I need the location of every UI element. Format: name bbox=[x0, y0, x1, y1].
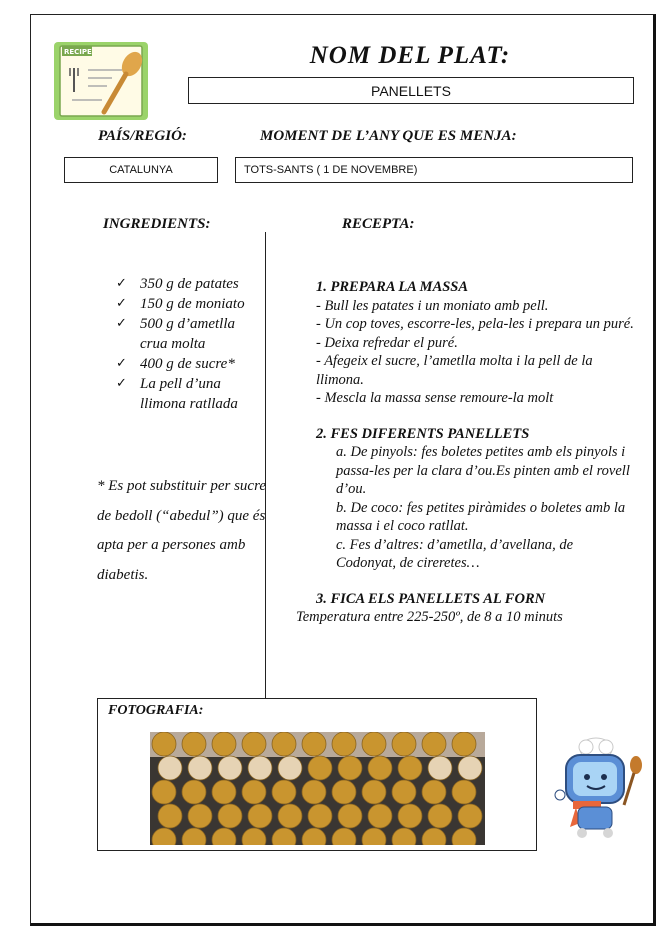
step-line: - Deixa refredar el puré. bbox=[316, 334, 458, 351]
panellet bbox=[368, 804, 392, 828]
ingredient-item: ✓ La pell d’una llimona ratllada bbox=[116, 374, 266, 414]
panellet bbox=[278, 804, 302, 828]
panellet bbox=[452, 780, 476, 804]
logo-text: RECIPE bbox=[64, 48, 92, 56]
step-line: c. Fes d’altres: d’ametlla, d’avellana, de Codonyat, de cireretes… bbox=[336, 536, 574, 571]
panellet bbox=[428, 804, 452, 828]
panellet bbox=[422, 780, 446, 804]
step-line: - Mescla la massa sense remoure-la molt bbox=[316, 390, 554, 406]
panellet bbox=[242, 780, 266, 804]
step-line: - Bull les patates i un moniato amb pell. bbox=[316, 297, 549, 314]
panellets-photo bbox=[150, 732, 485, 845]
panellet bbox=[308, 756, 332, 780]
step-title: 2. FES DIFERENTS PANELLETS bbox=[316, 425, 530, 442]
panellet bbox=[218, 756, 242, 780]
panellet bbox=[302, 780, 326, 804]
panellet bbox=[272, 732, 296, 756]
ingredient-item: ✓ 150 g de moniato bbox=[116, 294, 266, 314]
panellet bbox=[152, 780, 176, 804]
ingredients-label: INGREDIENTS: bbox=[103, 216, 211, 232]
panellet bbox=[398, 804, 422, 828]
panellet bbox=[338, 756, 362, 780]
panellet bbox=[458, 804, 482, 828]
panellet bbox=[278, 756, 302, 780]
dish-name-box: PANELLETS bbox=[188, 77, 634, 104]
step-line: Temperatura entre 225-250º, de 8 a 10 minuts bbox=[296, 609, 563, 625]
moment-label: MOMENT DE L’ANY QUE ES MENJA: bbox=[260, 128, 517, 144]
panellet bbox=[242, 732, 266, 756]
page-title: NOM DEL PLAT: bbox=[309, 42, 511, 69]
panellet bbox=[362, 732, 386, 756]
panellet bbox=[218, 804, 242, 828]
country-label: PAÍS/REGIÓ: bbox=[98, 128, 187, 144]
panellet bbox=[182, 732, 206, 756]
panellet bbox=[182, 780, 206, 804]
sugar-note: * Es pot substituir per sucre de bedoll (“abedul”) que és apta per a persones amb diabetis. bbox=[97, 478, 267, 583]
panellet bbox=[212, 732, 236, 756]
panellet bbox=[332, 780, 356, 804]
step-line: a. De pinyols: fes boletes petites amb els pinyols i passa-les per la clara d’ou.Es pinten amb el rovell d’ou. bbox=[336, 444, 630, 497]
panellet bbox=[302, 732, 326, 756]
step-line: - Afegeix el sucre, l’ametlla molta i la pell de la llimona. bbox=[316, 353, 593, 388]
chef-mascot-icon bbox=[548, 735, 653, 840]
step-line: - Un cop toves, escorre-les, pela-les i prepara un puré. bbox=[316, 316, 634, 332]
panellet bbox=[452, 732, 476, 756]
panellet bbox=[188, 804, 212, 828]
panellet bbox=[152, 732, 176, 756]
recipe-book-icon bbox=[52, 40, 150, 122]
panellet bbox=[158, 804, 182, 828]
recipe-steps bbox=[296, 278, 636, 627]
panellet bbox=[188, 756, 212, 780]
panellet bbox=[338, 804, 362, 828]
panellet bbox=[272, 780, 296, 804]
ingredient-item: ✓ 350 g de patates bbox=[116, 274, 266, 294]
panellet bbox=[428, 756, 452, 780]
step-title: 1. PREPARA LA MASSA bbox=[316, 279, 469, 295]
panellet bbox=[458, 756, 482, 780]
panellet bbox=[362, 780, 386, 804]
panellet bbox=[248, 756, 272, 780]
panellet bbox=[212, 780, 236, 804]
panellet bbox=[158, 756, 182, 780]
panellet bbox=[368, 756, 392, 780]
panellet bbox=[248, 804, 272, 828]
photo-label: FOTOGRAFIA: bbox=[108, 703, 204, 718]
ingredient-item: ✓ 400 g de sucre* bbox=[116, 354, 266, 374]
panellet bbox=[392, 780, 416, 804]
step-title: 3. FICA ELS PANELLETS AL FORN bbox=[316, 590, 546, 607]
country-value: CATALUNYA bbox=[64, 157, 218, 183]
ingredient-item: ✓ 500 g d’ametlla crua molta bbox=[116, 314, 266, 354]
moment-value: TOTS-SANTS ( 1 DE NOVEMBRE) bbox=[235, 157, 633, 183]
step-line: b. De coco: fes petites piràmides o boletes amb la massa i el coco ratllat. bbox=[336, 499, 626, 534]
recipe-label: RECEPTA: bbox=[342, 216, 415, 232]
panellet bbox=[392, 732, 416, 756]
panellet bbox=[308, 804, 332, 828]
panellet bbox=[422, 732, 446, 756]
ingredients-list bbox=[116, 274, 266, 414]
panellet bbox=[398, 756, 422, 780]
panellet bbox=[332, 732, 356, 756]
